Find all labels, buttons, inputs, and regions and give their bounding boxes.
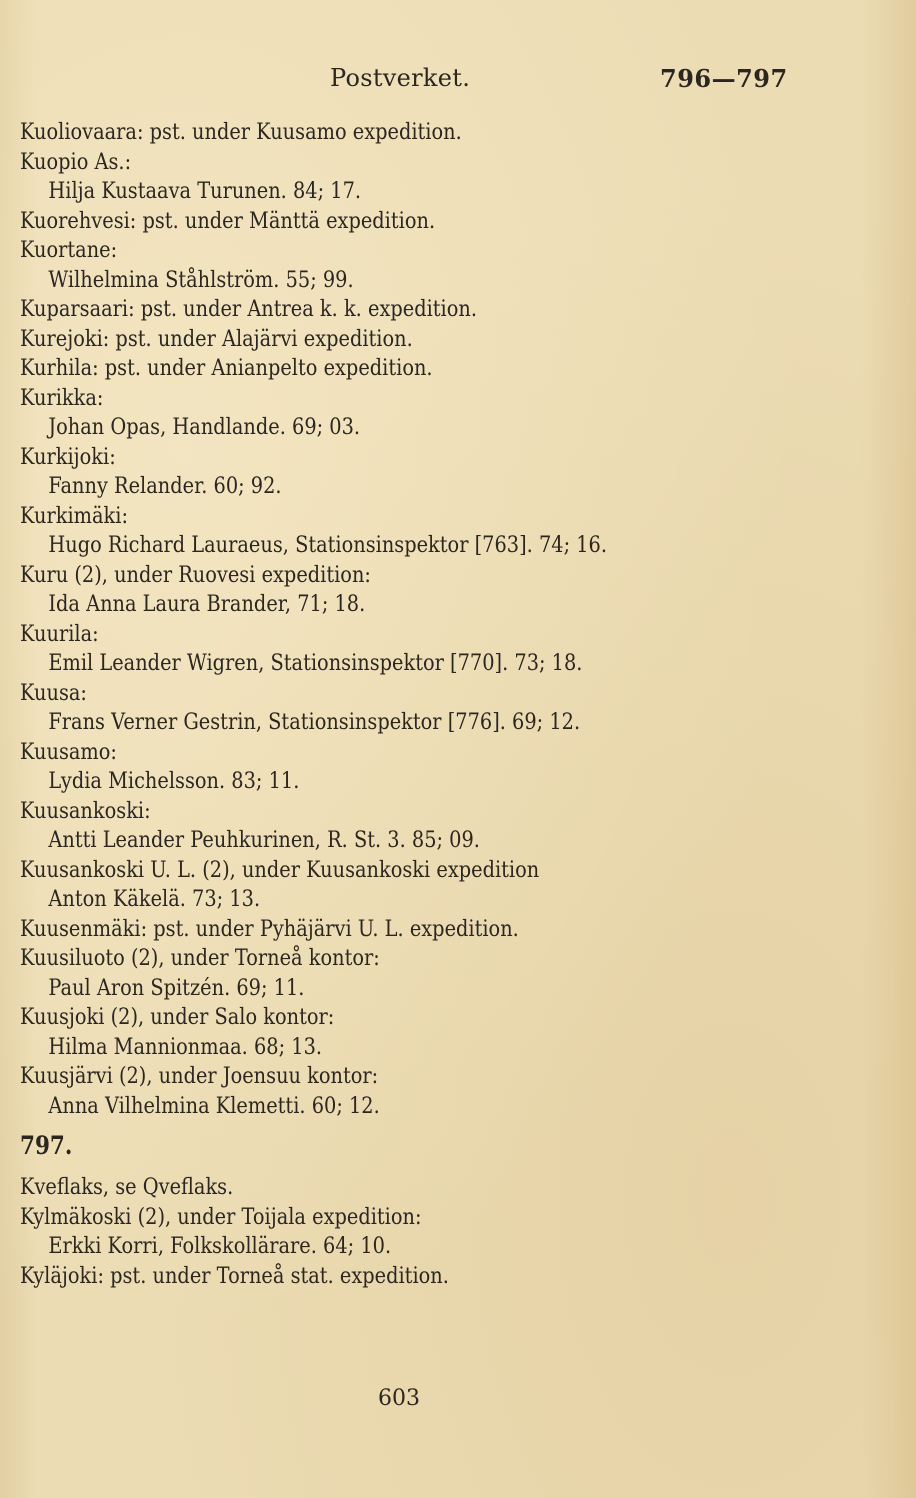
entry-place: Kuopio As.: xyxy=(20,148,132,175)
entry-person: Anna Vilhelmina Klemetti. 60; 12. xyxy=(48,1092,380,1119)
page-range: 796—797 xyxy=(660,64,788,93)
entry-place: Kurhila: pst. under Anianpelto expedition. xyxy=(20,355,433,381)
entry-person: Erkki Korri, Folkskollärare. 64; 10. xyxy=(48,1233,392,1259)
entry-place: Kuru (2), under Ruovesi expedition: xyxy=(20,561,371,588)
directory-listing xyxy=(20,118,777,1291)
entry-person: Antti Leander Peuhkurinen, R. St. 3. 85; 09. xyxy=(48,827,480,853)
entry-place: Kurejoki: pst. under Alajärvi expedition. xyxy=(20,325,413,352)
entry-place: Kuusankoski: xyxy=(20,797,151,824)
entry-place: Kuurila: xyxy=(20,620,99,647)
entry-place: Kuusjärvi (2), under Joensuu kontor: xyxy=(20,1063,379,1089)
entry-place: Kuortane: xyxy=(20,237,118,263)
entry-person: Emil Leander Wigren, Stationsinspektor [770]. 73; 18. xyxy=(48,650,583,676)
entry-person: Wilhelmina Ståhlström. 55; 99. xyxy=(48,266,354,293)
entry-place: Kveflaks, se Qveflaks. xyxy=(20,1174,234,1200)
entry-place: Kuusiluoto (2), under Torneå kontor: xyxy=(20,945,380,971)
entry-place: Kurkimäki: xyxy=(20,502,128,529)
entries-section-796 xyxy=(20,118,777,1121)
entry-place: Kuparsaari: pst. under Antrea k. k. expedition. xyxy=(20,296,477,322)
folio-number: 603 xyxy=(378,1386,420,1411)
entry-person: Lydia Michelsson. 83; 11. xyxy=(48,768,300,794)
entry-place: Kurkijoki: xyxy=(20,443,116,470)
entry-person: Ida Anna Laura Brander, 71; 18. xyxy=(48,591,366,617)
entry-place: Kuusamo: xyxy=(20,738,117,765)
entry-person: Hilja Kustaava Turunen. 84; 17. xyxy=(48,178,362,204)
entry-person: Hugo Richard Lauraeus, Stationsinspektor [763]. 74; 16. xyxy=(48,532,608,558)
entries-section-797 xyxy=(20,1173,777,1291)
entry-person: Fanny Relander. 60; 92. xyxy=(48,473,282,499)
entry-place: Kuusenmäki: pst. under Pyhäjärvi U. L. expedition. xyxy=(20,915,519,942)
entry-person: Johan Opas, Handlande. 69; 03. xyxy=(48,414,361,440)
entry-place: Kyläjoki: pst. under Torneå stat. expedition. xyxy=(20,1262,449,1289)
entry-person: Paul Aron Spitzén. 69; 11. xyxy=(48,974,305,1001)
entry-place: Kuusjoki (2), under Salo kontor: xyxy=(20,1004,335,1030)
entry-place: Kuusankoski U. L. (2), under Kuusankoski expedition xyxy=(20,856,540,883)
running-title: Postverket. xyxy=(330,64,471,92)
entry-person: Hilma Mannionmaa. 68; 13. xyxy=(48,1033,323,1060)
running-head xyxy=(0,64,916,100)
entry-person: Anton Käkelä. 73; 13. xyxy=(48,886,261,912)
entry-place: Kuusa: xyxy=(20,679,87,706)
entry-person: Frans Verner Gestrin, Stationsinspektor [776]. 69; 12. xyxy=(48,709,581,735)
section-number: 797. xyxy=(20,1131,73,1160)
entry-place: Kuoliovaara: pst. under Kuusamo expedition. xyxy=(20,119,462,145)
entry-place: Kylmäkoski (2), under Toijala expedition: xyxy=(20,1203,422,1230)
entry-place: Kurikka: xyxy=(20,384,104,411)
entry-place: Kuorehvesi: pst. under Mänttä expedition. xyxy=(20,207,436,234)
